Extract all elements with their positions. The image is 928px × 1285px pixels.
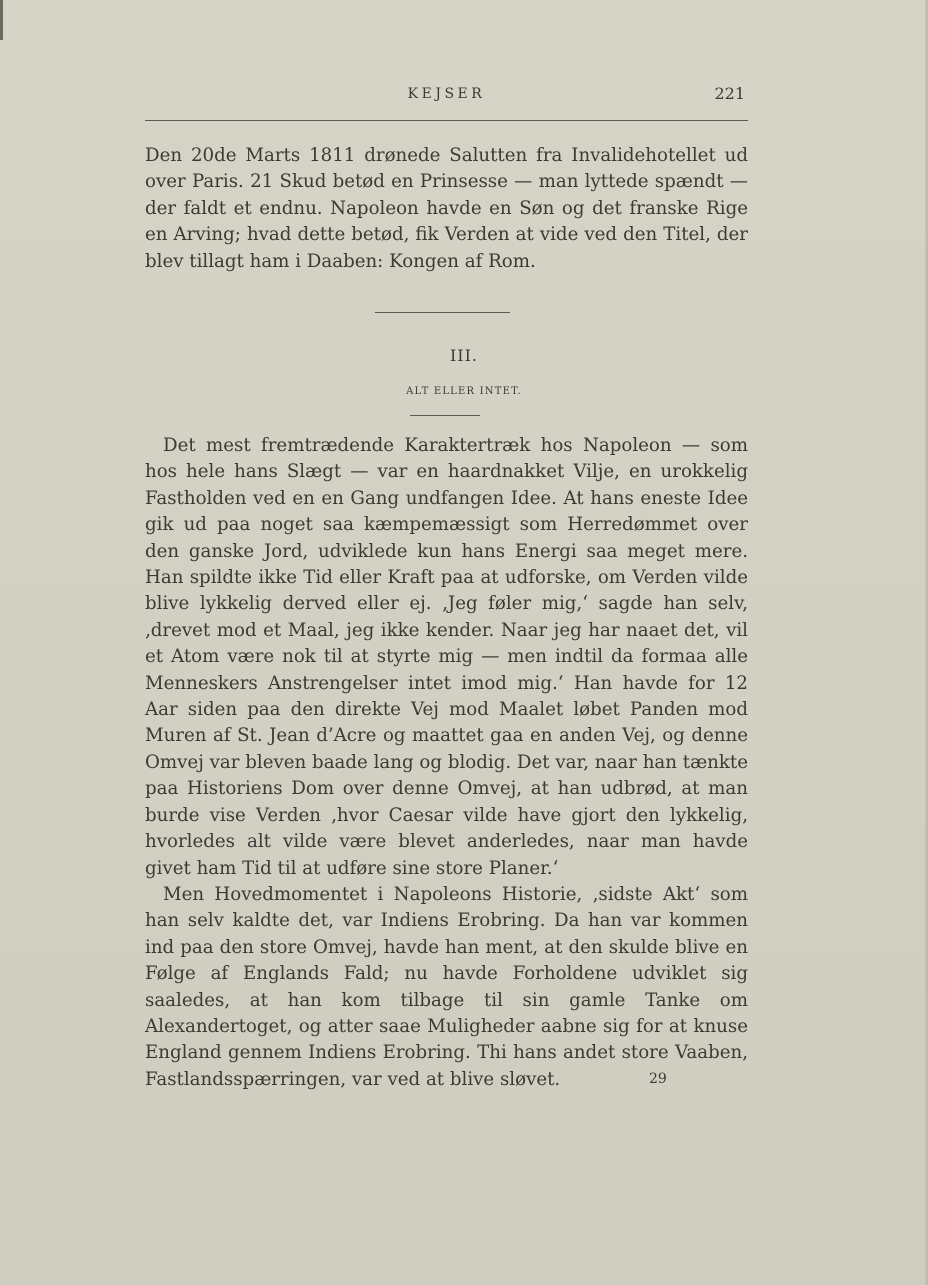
running-title: KEJSER	[407, 86, 486, 102]
paragraph-1: Det mest fremtrædende Karaktertræk hos Napoleon — som hos hele hans Slægt — var en haardnakket Vilje, en urokkelig Fastholden ved en en Gang undfangen Idee. At hans eneste Idee gik ud paa noget saa kæmpemæssigt som Herredømmet over den ganske Jord, udviklede kun hans Energi saa meget mere. Han spildte ikke Tid eller Kraft paa at udforske, om Verden vilde blive lykkelig derved eller ej. ‚Jeg føler mig,‘ sagde han selv, ‚drevet mod et Maal, jeg ikke kender. Naar jeg har naaet det, vil et Atom være nok til at styrte mig — men indtil da formaa alle Menneskers Anstrengelser intet imod mig.‘ Han havde for 12 Aar siden paa den direkte Vej mod Maalet løbet Panden mod Muren af St. Jean d’Acre og maattet gaa en anden Vej, og denne Omvej var bleven baade lang og blodig. Det var, naar han tænkte paa Historiens Dom over denne Omvej, at han udbrød, at man burde vise Verden ‚hvor Caesar vilde have gjort den lykkelig, hvorledes alt vilde være blevet anderledes, naar man havde givet ham Tid til at udføre sine store Planer.‘	[145, 435, 748, 879]
main-text-block	[145, 433, 748, 1093]
section-title-rule	[410, 415, 480, 416]
intro-paragraph-block	[145, 143, 748, 275]
section-number: III.	[449, 346, 479, 365]
page-number: 221	[714, 84, 745, 103]
section-divider-rule	[375, 312, 510, 313]
paragraph-2: Men Hovedmomentet i Napoleons Historie, ‚sidste Akt‘ som han selv kaldte det, var Indiens Erobring. Da han var kommen ind paa den store Omvej, havde han ment, at den skulde blive en Følge af Englands Fald; nu havde Forholdene udviklet sig saaledes, at han kom tilbage til sin gamle Tanke om Alexandertoget, og atter saae Muligheder aabne sig for at knuse England gennem Indiens Erobring. Thi hans andet store Vaaben, Fastlandsspærringen, var ved at blive sløvet.	[145, 883, 748, 1090]
intro-paragraph: Den 20de Marts 1811 drønede Salutten fra Invalidehotellet ud over Paris. 21 Skud betød en Prinsesse — man lyttede spændt — der faldt et endnu. Napoleon havde en Søn og det franske Rige en Arving; hvad dette betød, fik Verden at vide ved den Titel, der blev tillagt ham i Daaben: Kongen af Rom.	[145, 145, 748, 272]
section-title: ALT ELLER INTET.	[406, 386, 522, 397]
running-header	[145, 84, 748, 106]
header-rule	[145, 120, 748, 121]
signature-mark: 29	[649, 1071, 667, 1087]
scan-edge-mark	[0, 0, 3, 40]
